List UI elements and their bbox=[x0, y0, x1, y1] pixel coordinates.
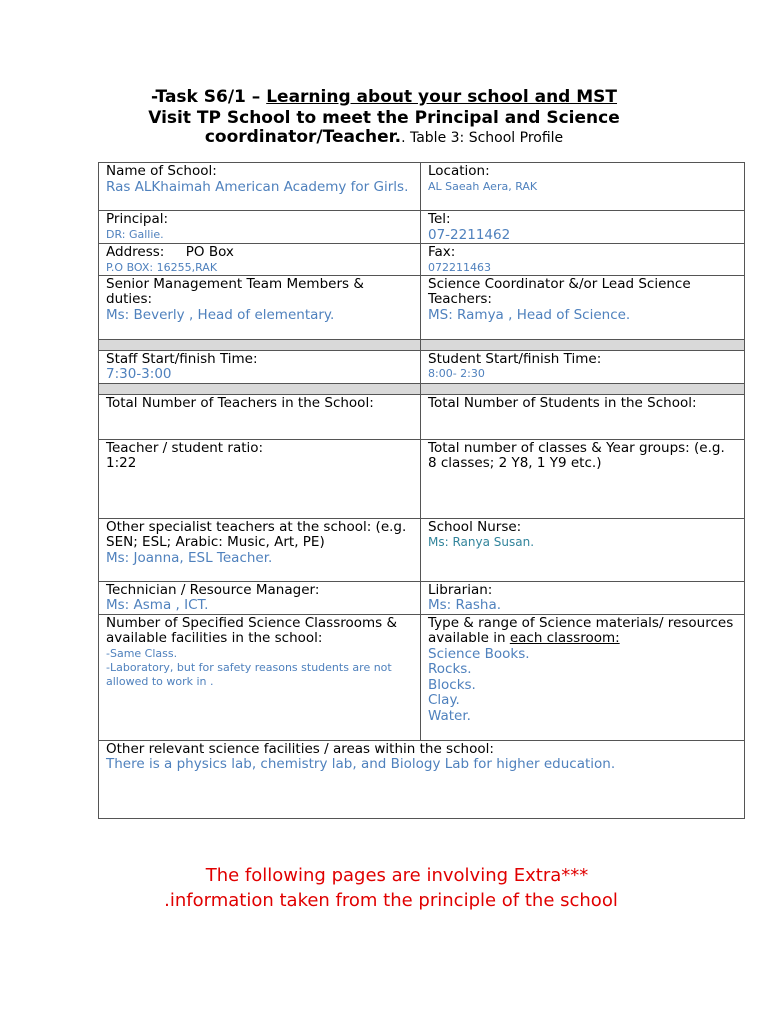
classrooms-cell bbox=[99, 614, 421, 740]
tel-label: Tel: bbox=[428, 211, 451, 227]
address-label: Address: PO Box bbox=[106, 244, 234, 260]
staff-time-label: Staff Start/finish Time: bbox=[106, 350, 258, 367]
other-facilities-cell bbox=[99, 740, 745, 818]
staff-time-cell bbox=[99, 350, 421, 383]
table-row bbox=[99, 394, 745, 439]
coordinator-heading-line bbox=[0, 127, 768, 148]
materials-label bbox=[428, 616, 737, 647]
principal-label: Principal: bbox=[106, 211, 169, 227]
other-facilities-value: There is a physics lab, chemistry lab, and Biology Lab for higher education. bbox=[106, 756, 616, 772]
tel-value: 07-2211462 bbox=[428, 226, 511, 243]
nurse-value: Ms: Ranya Susan. bbox=[428, 535, 535, 549]
table-caption: . Table 3: School Profile bbox=[401, 130, 564, 146]
smt-cell bbox=[99, 275, 421, 339]
table-row bbox=[99, 581, 745, 614]
table-row bbox=[99, 275, 745, 339]
specialist-value: Ms: Joanna, ESL Teacher. bbox=[106, 549, 273, 566]
specialist-cell bbox=[99, 518, 421, 581]
science-coordinator-cell bbox=[421, 275, 745, 339]
ratio-value: 1:22 bbox=[106, 455, 137, 471]
technician-cell bbox=[99, 581, 421, 614]
task-title: Learning about your school and MST bbox=[266, 87, 618, 107]
materials-item: Rocks. bbox=[428, 661, 472, 677]
total-teachers-label: Total Number of Teachers in the School: bbox=[106, 394, 374, 411]
ratio-cell bbox=[99, 439, 421, 518]
science-coordinator-value: MS: Ramya , Head of Science. bbox=[428, 306, 631, 323]
classes-label: Total number of classes & Year groups: (e.g. 8 classes; 2 Y8, 1 Y9 etc.) bbox=[428, 439, 725, 471]
materials-item: Water. bbox=[428, 707, 471, 724]
address-value: P.O BOX: 16255,RAK bbox=[106, 260, 218, 274]
principal-cell bbox=[99, 211, 421, 244]
materials-item: Science Books. bbox=[428, 645, 530, 662]
librarian-value: Ms: Rasha. bbox=[428, 597, 502, 613]
fax-label: Fax: bbox=[428, 244, 456, 260]
task-prefix: -Task S6/1 – bbox=[150, 87, 267, 107]
ratio-label: Teacher / student ratio: bbox=[106, 439, 264, 456]
principal-value: DR: Gallie. bbox=[106, 227, 164, 241]
visit-heading-line: Visit TP School to meet the Principal and Science bbox=[148, 108, 620, 128]
table-row bbox=[99, 518, 745, 581]
specialist-label: Other specialist teachers at the school: (e.g. SEN; ESL; Arabic: Music, Art, PE) bbox=[106, 518, 407, 550]
materials-label-underlined: each classroom: bbox=[509, 630, 620, 646]
school-name-label: Name of School: bbox=[106, 163, 217, 179]
extra-info-note-line1: The following pages are involving Extra*** bbox=[205, 865, 589, 886]
separator-row bbox=[99, 383, 745, 394]
materials-label-start: Type & range of Science materials/ resources available in bbox=[428, 614, 734, 646]
student-time-label: Student Start/finish Time: bbox=[428, 350, 602, 367]
table-row bbox=[99, 163, 745, 211]
other-facilities-label: Other relevant science facilities / areas within the school: bbox=[106, 740, 494, 757]
school-name-cell bbox=[99, 163, 421, 211]
fax-value: 072211463 bbox=[428, 260, 491, 274]
classrooms-label: Number of Specified Science Classrooms & available facilities in the school: bbox=[106, 614, 398, 646]
address-cell bbox=[99, 244, 421, 276]
total-students-cell bbox=[421, 394, 745, 439]
librarian-label: Librarian: bbox=[428, 581, 493, 598]
student-time-cell bbox=[421, 350, 745, 383]
location-cell bbox=[421, 163, 745, 211]
smt-label: Senior Management Team Members & duties: bbox=[106, 275, 364, 307]
table-row bbox=[99, 740, 745, 818]
materials-cell bbox=[421, 614, 745, 740]
materials-item: Clay. bbox=[428, 692, 460, 708]
separator-row bbox=[99, 339, 745, 350]
technician-value: Ms: Asma , ICT. bbox=[106, 597, 209, 613]
materials-item: Blocks. bbox=[428, 676, 476, 693]
table-row bbox=[99, 439, 745, 518]
table-row bbox=[99, 244, 745, 276]
table-row bbox=[99, 211, 745, 244]
nurse-label: School Nurse: bbox=[428, 518, 522, 535]
classrooms-item: -Laboratory, but for safety reasons students are not allowed to work in . bbox=[106, 660, 392, 688]
total-teachers-cell bbox=[99, 394, 421, 439]
nurse-cell bbox=[421, 518, 745, 581]
table-row bbox=[99, 614, 745, 740]
extra-info-note-line2: .information taken from the principle of the school bbox=[164, 890, 618, 911]
location-label: Location: bbox=[428, 163, 490, 179]
fax-cell bbox=[421, 244, 745, 276]
technician-label: Technician / Resource Manager: bbox=[106, 581, 320, 598]
school-profile-table bbox=[98, 162, 745, 819]
librarian-cell bbox=[421, 581, 745, 614]
tel-cell bbox=[421, 211, 745, 244]
table-row bbox=[99, 350, 745, 383]
total-students-label: Total Number of Students in the School: bbox=[428, 394, 697, 411]
classes-cell bbox=[421, 439, 745, 518]
coordinator-heading-text: coordinator/Teacher. bbox=[204, 127, 402, 147]
smt-value: Ms: Beverly , Head of elementary. bbox=[106, 306, 335, 323]
location-value: AL Saeah Aera, RAK bbox=[428, 179, 538, 193]
staff-time-value: 7:30-3:00 bbox=[106, 366, 172, 382]
student-time-value: 8:00- 2:30 bbox=[428, 367, 485, 380]
task-heading bbox=[0, 87, 768, 107]
classrooms-item: -Same Class. bbox=[106, 646, 178, 660]
school-name-value: Ras ALKhaimah American Academy for Girls. bbox=[106, 178, 409, 195]
science-coordinator-label: Science Coordinator &/or Lead Science Teachers: bbox=[428, 275, 691, 307]
